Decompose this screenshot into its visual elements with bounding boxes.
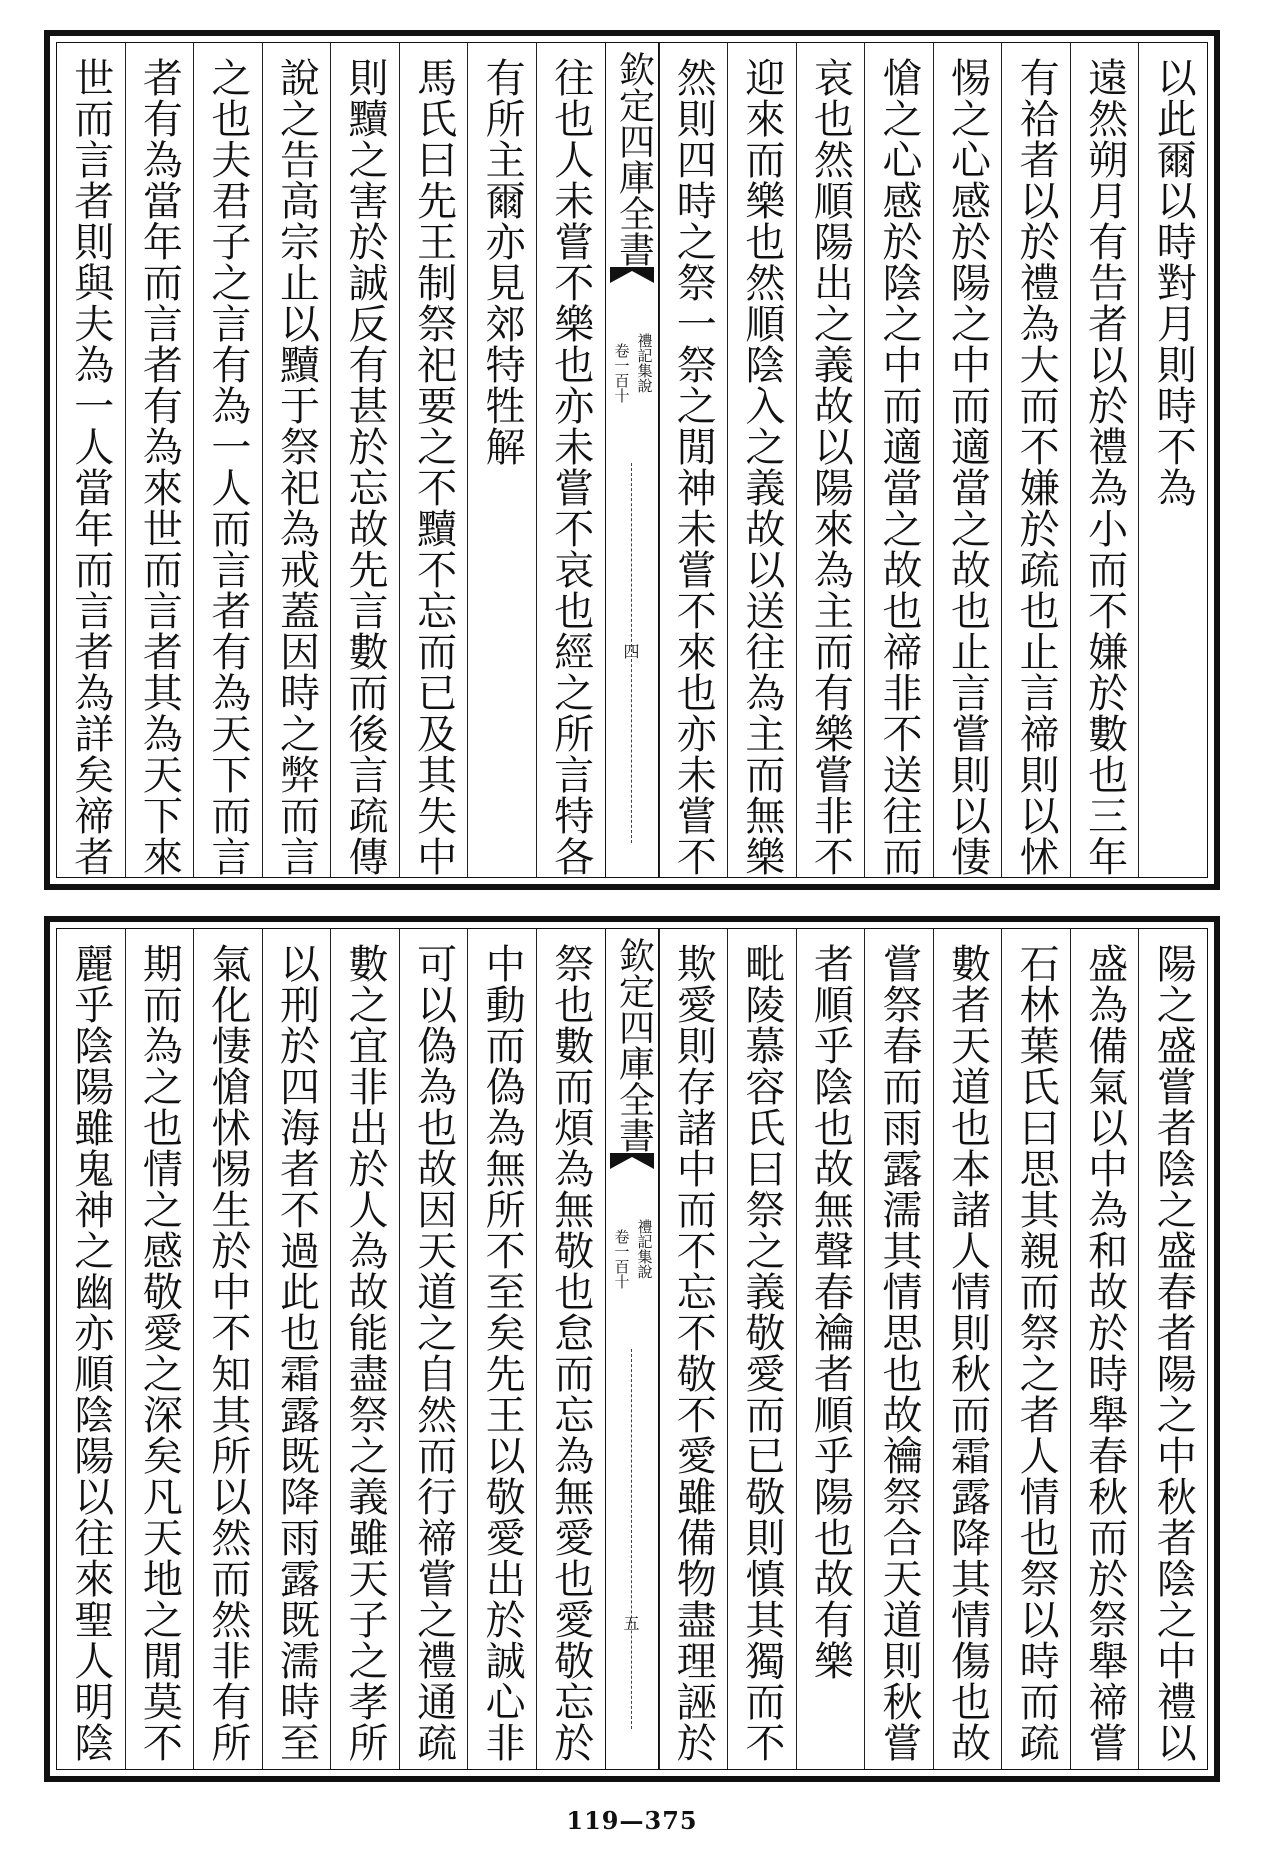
text-column bbox=[796, 929, 865, 1769]
text-column bbox=[125, 929, 194, 1769]
column-text: 祭也數而煩為無敬也怠而忘為無愛也愛敬忘於 bbox=[547, 943, 594, 1763]
column-text: 者有為當年而言者有為來世而言者其為天下來 bbox=[136, 57, 183, 877]
column-text: 有所主爾亦見郊特牲解 bbox=[479, 57, 526, 467]
column-text: 中動而偽為無所不至矣先王以敬愛出於誠心非 bbox=[479, 943, 526, 1763]
spine-book-title: 禮記集說 bbox=[635, 1219, 654, 1279]
folio-number: 119—375 bbox=[566, 1806, 698, 1835]
bottom-page-frame bbox=[56, 928, 1208, 1770]
text-column bbox=[1001, 929, 1070, 1769]
spine-dashed-line bbox=[631, 1349, 632, 1729]
text-column bbox=[933, 929, 1002, 1769]
column-text: 有祫者以於禮為大而不嫌於疏也止言禘則以怵 bbox=[1013, 57, 1060, 877]
text-column bbox=[193, 929, 262, 1769]
column-text: 以刑於四海者不過此也霜露既降雨露既濡時至 bbox=[273, 943, 320, 1763]
text-column bbox=[864, 43, 933, 877]
text-column bbox=[536, 929, 605, 1769]
column-text: 嘗祭春而雨露濡其情思也故禴祭合天道則秋嘗 bbox=[875, 943, 922, 1763]
column-text: 之也夫君子之言有為一人而言者有為天下而言 bbox=[204, 57, 251, 877]
text-column bbox=[536, 43, 605, 877]
text-column bbox=[57, 43, 125, 877]
text-column bbox=[727, 929, 796, 1769]
spine-volume: 卷一百十 bbox=[612, 1229, 631, 1289]
column-text: 愴之心感於陰之中而適當之故也禘非不送往而 bbox=[875, 57, 922, 877]
text-column bbox=[727, 43, 796, 877]
column-text: 石林葉氏曰思其親而祭之者人情也祭以時而疏 bbox=[1013, 943, 1060, 1763]
column-text: 哀也然順陽出之義故以陽來為主而有樂嘗非不 bbox=[807, 57, 854, 877]
text-column bbox=[193, 43, 262, 877]
column-text: 往也人未嘗不樂也亦未嘗不哀也經之所言特各 bbox=[547, 57, 594, 877]
top-page bbox=[44, 30, 1220, 890]
column-text: 則黷之害於誠反有甚於忘故先言數而後言疏傳 bbox=[342, 57, 389, 877]
column-text: 麗乎陰陽雖鬼神之幽亦順陰陽以往來聖人明陰 bbox=[67, 943, 114, 1763]
column-text: 世而言者則與夫為一人當年而言者為詳矣禘者 bbox=[67, 57, 114, 877]
column-text: 惕之心感於陽之中而適當之故也止言嘗則以悽 bbox=[944, 57, 991, 877]
text-column bbox=[57, 929, 125, 1769]
column-text: 以此爾以時對月則時不為 bbox=[1150, 57, 1197, 508]
text-column bbox=[467, 43, 536, 877]
column-text: 欺愛則存諸中而不忘不敬不愛雖備物盡理誣於 bbox=[670, 943, 717, 1763]
text-column bbox=[467, 929, 536, 1769]
fishtail-ornament bbox=[610, 267, 654, 283]
column-text: 氣化悽愴怵惕生於中不知其所以然而然非有所 bbox=[204, 943, 251, 1763]
top-page-frame bbox=[56, 42, 1208, 878]
center-spine bbox=[605, 929, 659, 1769]
column-text: 期而為之也情之感敬愛之深矣凡天地之閒莫不 bbox=[136, 943, 183, 1763]
column-text: 說之告高宗止以黷于祭祀為戒蓋因時之弊而言 bbox=[273, 57, 320, 877]
column-text: 者順乎陰也故無聲春禴者順乎陽也故有樂 bbox=[807, 943, 854, 1681]
column-text: 可以偽為也故因天道之自然而行禘嘗之禮通疏 bbox=[410, 943, 457, 1763]
text-column bbox=[399, 43, 468, 877]
text-column bbox=[1070, 43, 1139, 877]
text-column bbox=[330, 929, 399, 1769]
text-column bbox=[1138, 43, 1207, 877]
column-text: 數者天道也本諸人情則秋而霜露降其情傷也故 bbox=[944, 943, 991, 1763]
spine-page-number: 四 bbox=[623, 642, 640, 661]
spine-title: 欽定四庫全書 bbox=[613, 937, 655, 1153]
text-column bbox=[399, 929, 468, 1769]
fishtail-ornament bbox=[610, 1153, 654, 1169]
text-column bbox=[1001, 43, 1070, 877]
text-column bbox=[1070, 929, 1139, 1769]
text-column bbox=[659, 929, 728, 1769]
text-column bbox=[933, 43, 1002, 877]
text-column bbox=[125, 43, 194, 877]
column-text: 數之宜非出於人為故能盡祭之義雖天子之孝所 bbox=[342, 943, 389, 1763]
text-column bbox=[796, 43, 865, 877]
spine-book-title: 禮記集說 bbox=[635, 333, 654, 393]
spine-volume: 卷一百十 bbox=[612, 343, 631, 403]
column-text: 毗陵慕容氏曰祭之義敬愛而已敬則慎其獨而不 bbox=[738, 943, 785, 1763]
column-text: 盛為備氣以中為和故於時舉春秋而於祭舉禘嘗 bbox=[1081, 943, 1128, 1763]
column-text: 馬氏曰先王制祭祀要之不黷不忘而已及其失中 bbox=[410, 57, 457, 877]
text-column bbox=[262, 43, 331, 877]
text-column bbox=[1138, 929, 1207, 1769]
spine-page-number: 五 bbox=[623, 1614, 640, 1633]
column-text: 陽之盛嘗者陰之盛春者陽之中秋者陰之中禮以 bbox=[1150, 943, 1197, 1763]
column-text: 遠然朔月有告者以於禮為小而不嫌於數也三年 bbox=[1081, 57, 1128, 877]
column-text: 然則四時之祭一祭之閒神未嘗不來也亦未嘗不 bbox=[670, 57, 717, 877]
bottom-page bbox=[44, 916, 1220, 1782]
text-column bbox=[262, 929, 331, 1769]
text-column bbox=[864, 929, 933, 1769]
spine-title: 欽定四庫全書 bbox=[613, 51, 655, 267]
center-spine bbox=[605, 43, 659, 877]
text-column bbox=[659, 43, 728, 877]
column-text: 迎來而樂也然順陰入之義故以送往為主而無樂 bbox=[738, 57, 785, 877]
text-column bbox=[330, 43, 399, 877]
